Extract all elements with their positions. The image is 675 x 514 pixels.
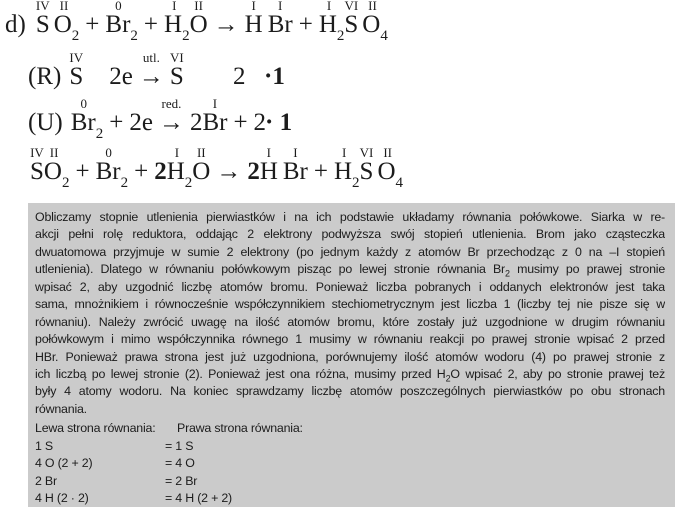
equation-d-balanced [30, 147, 403, 193]
comparison-rows [35, 438, 665, 508]
equation-token: → [213, 11, 239, 38]
explanation-line: HBr. Ponieważ prawa strona jest już uzgodniona, porównujemy ilość atomów wodoru (4) po prawej stronie z [35, 349, 665, 364]
equation-token: (U) [28, 109, 63, 136]
equation-token: 2 [253, 109, 267, 136]
equation-token: II $O_2$ [43, 145, 70, 192]
equation-token: I $H_2$ [333, 145, 360, 192]
equation-token: I $H_2$ [164, 0, 190, 45]
comparison-row [35, 473, 665, 490]
equation-token: IV S [30, 145, 44, 185]
equation-token: 2e [109, 63, 133, 90]
equation-token: d) [5, 11, 26, 38]
oxidation-state-label: II [194, 0, 203, 13]
left-side-count: 2 Br [35, 473, 57, 488]
right-column-header: Prawa strona równania: [177, 421, 303, 436]
oxidation-state-label: II [59, 0, 69, 13]
equation-token: + [85, 11, 100, 38]
equation-token: I Br [282, 145, 308, 185]
equation-token: I H [259, 145, 278, 185]
right-side-count: = 1 S [165, 438, 194, 453]
oxidation-state-label: red. [161, 96, 182, 111]
equation-token: + [298, 11, 313, 38]
equation-token: 2 [247, 158, 260, 185]
equation-token: 2e [129, 109, 153, 136]
left-column-header: Lewa strona równania: [35, 421, 156, 436]
comparison-row [35, 490, 665, 507]
comparison-table [35, 420, 665, 507]
equation-token: 2 [154, 158, 167, 185]
equation-token: 2 [189, 109, 203, 136]
equation-token: red. → [158, 96, 184, 136]
oxidation-state-label: I [172, 0, 177, 13]
oxidation-state-label: I [174, 145, 180, 160]
oxidation-state-label: I [251, 0, 256, 13]
right-side-count: = 2 Br [165, 473, 198, 488]
equation-token: + [109, 109, 124, 136]
oxidation-state-label: IV [30, 145, 44, 160]
equation-token: IV S [69, 50, 84, 90]
equation-token: → [216, 158, 242, 185]
explanation-line: Obliczamy stopnie utlenienia pierwiastków i na ich podstawie układamy równania połówkowe. Siarka w re- [35, 210, 665, 224]
equation-token: II $O_4$ [362, 0, 388, 45]
oxidation-state-label: 0 [80, 96, 87, 111]
half-reaction-reduction [28, 96, 293, 144]
left-side-count: 1 S [35, 438, 53, 453]
equation-token: I H [244, 0, 263, 38]
equation-token: 2 [233, 63, 246, 90]
equation-token: + [134, 158, 149, 185]
explanation-text [35, 209, 665, 418]
equation-token: + [143, 11, 159, 38]
equation-token: I Br [202, 96, 228, 136]
equation-token: + [313, 158, 328, 185]
comparison-row [35, 455, 665, 472]
equation-token: I $H_2$ [166, 145, 193, 192]
equation-token: I $H_2$ [318, 0, 345, 45]
oxidation-state-label: I [326, 0, 332, 13]
equation-token: II $O_4$ [377, 145, 404, 192]
explanation-line: równaniu). Należy zwrócić uwagę na ilość atomów bromu, które zostały już uzgodnione w drugim równaniu [35, 314, 665, 329]
oxidation-state-label: II [196, 145, 206, 160]
equation-token: II O [192, 145, 211, 185]
oxidation-state-label: II [383, 145, 393, 160]
explanation-line: akcji pełni rolę reduktora, oddając 2 elektrony podwyższa swój stopień utlenienia. Brom jako cząsteczka [35, 227, 665, 242]
equation-token: 0 $Br_2$ [70, 96, 104, 143]
explanation-box [28, 203, 675, 507]
oxidation-state-label: 0 [105, 145, 112, 160]
equation-token: II $O_2$ [53, 0, 80, 45]
equation-token: (R) [28, 63, 62, 90]
explanation-line: utlenienia). Dlatego w równaniu połówkowym pisząc po lewej stronie równania $Br_2$ musimy po prawej stronie [35, 262, 665, 279]
equation-token: + [233, 109, 248, 136]
explanation-line: połówkowym i mimo współczynnika równego 1 musimy w równaniu reakcji po prawej stronie wpisać 2 przed [35, 332, 665, 347]
oxidation-state-label: utl. [142, 50, 160, 65]
explanation-line: sama, mnożnikiem i równocześnie współczynnikiem stechiometrycznym jest liczba 1 (liczby tej nie pisze się w [35, 297, 665, 312]
explanation-line: równania. [35, 401, 87, 416]
half-reaction-oxidation [28, 50, 285, 98]
comparison-row [35, 438, 665, 455]
oxidation-state-label: II [49, 145, 59, 160]
oxidation-state-label: II [368, 0, 377, 13]
equation-token: · 1 [265, 109, 293, 136]
oxidation-state-label: IV [69, 50, 84, 65]
oxidation-state-label: VI [344, 0, 359, 13]
oxidation-state-label: I [293, 145, 298, 160]
equation-token: utl. → [138, 50, 164, 90]
oxidation-state-label: IV [35, 0, 50, 13]
equation-token: VI S [359, 145, 374, 185]
explanation-line: ich liczbą po lewej stronie (2). Ponieważ jest ona różna, musimy przed $H_2O$ wpisać 2, aby po stronie prawej też [35, 366, 665, 384]
left-side-count: 4 H (2 · 2) [35, 491, 89, 505]
explanation-line: wpisać 2, aby uzgodnić liczbę atomów bromu. Ponieważ liczba pobranych i oddanych elektronów jest taka [35, 279, 665, 294]
equation-d-unbalanced [5, 0, 388, 46]
oxidation-state-label: 0 [115, 0, 122, 13]
equation-token: II O [189, 0, 208, 38]
right-side-count: = 4 H (2 + 2) [165, 491, 232, 505]
comparison-headers [35, 420, 665, 437]
equation-token: I Br [267, 0, 293, 38]
oxidation-state-label: VI [169, 50, 184, 65]
equation-token: ·1 [264, 63, 285, 90]
equation-token: + [75, 158, 90, 185]
oxidation-state-label: I [266, 145, 272, 160]
explanation-line: dwuatomowa przyjmuje w sumie 2 elektrony (po jednym każdy z atomów Br przechodząc z 0 na –I stopień [35, 244, 665, 259]
oxidation-state-label: I [278, 0, 283, 13]
explanation-line: były 4 atomy wodoru. Na koniec sprawdzamy liczbę atomów poszczególnych pierwiastków po obu stronach [35, 384, 665, 399]
oxidation-state-label: I [342, 145, 347, 160]
left-side-count: 4 O (2 + 2) [35, 456, 93, 471]
equation-token: 0 $Br_2$ [95, 145, 129, 192]
equation-token: 0 $Br_2$ [105, 0, 138, 45]
oxidation-state-label: VI [359, 145, 374, 160]
equation-token: VI S [344, 0, 359, 38]
equation-token: IV S [35, 0, 50, 38]
right-side-count: = 4 O [165, 456, 195, 471]
oxidation-state-label: I [212, 96, 218, 111]
equation-token: VI S [169, 50, 184, 90]
